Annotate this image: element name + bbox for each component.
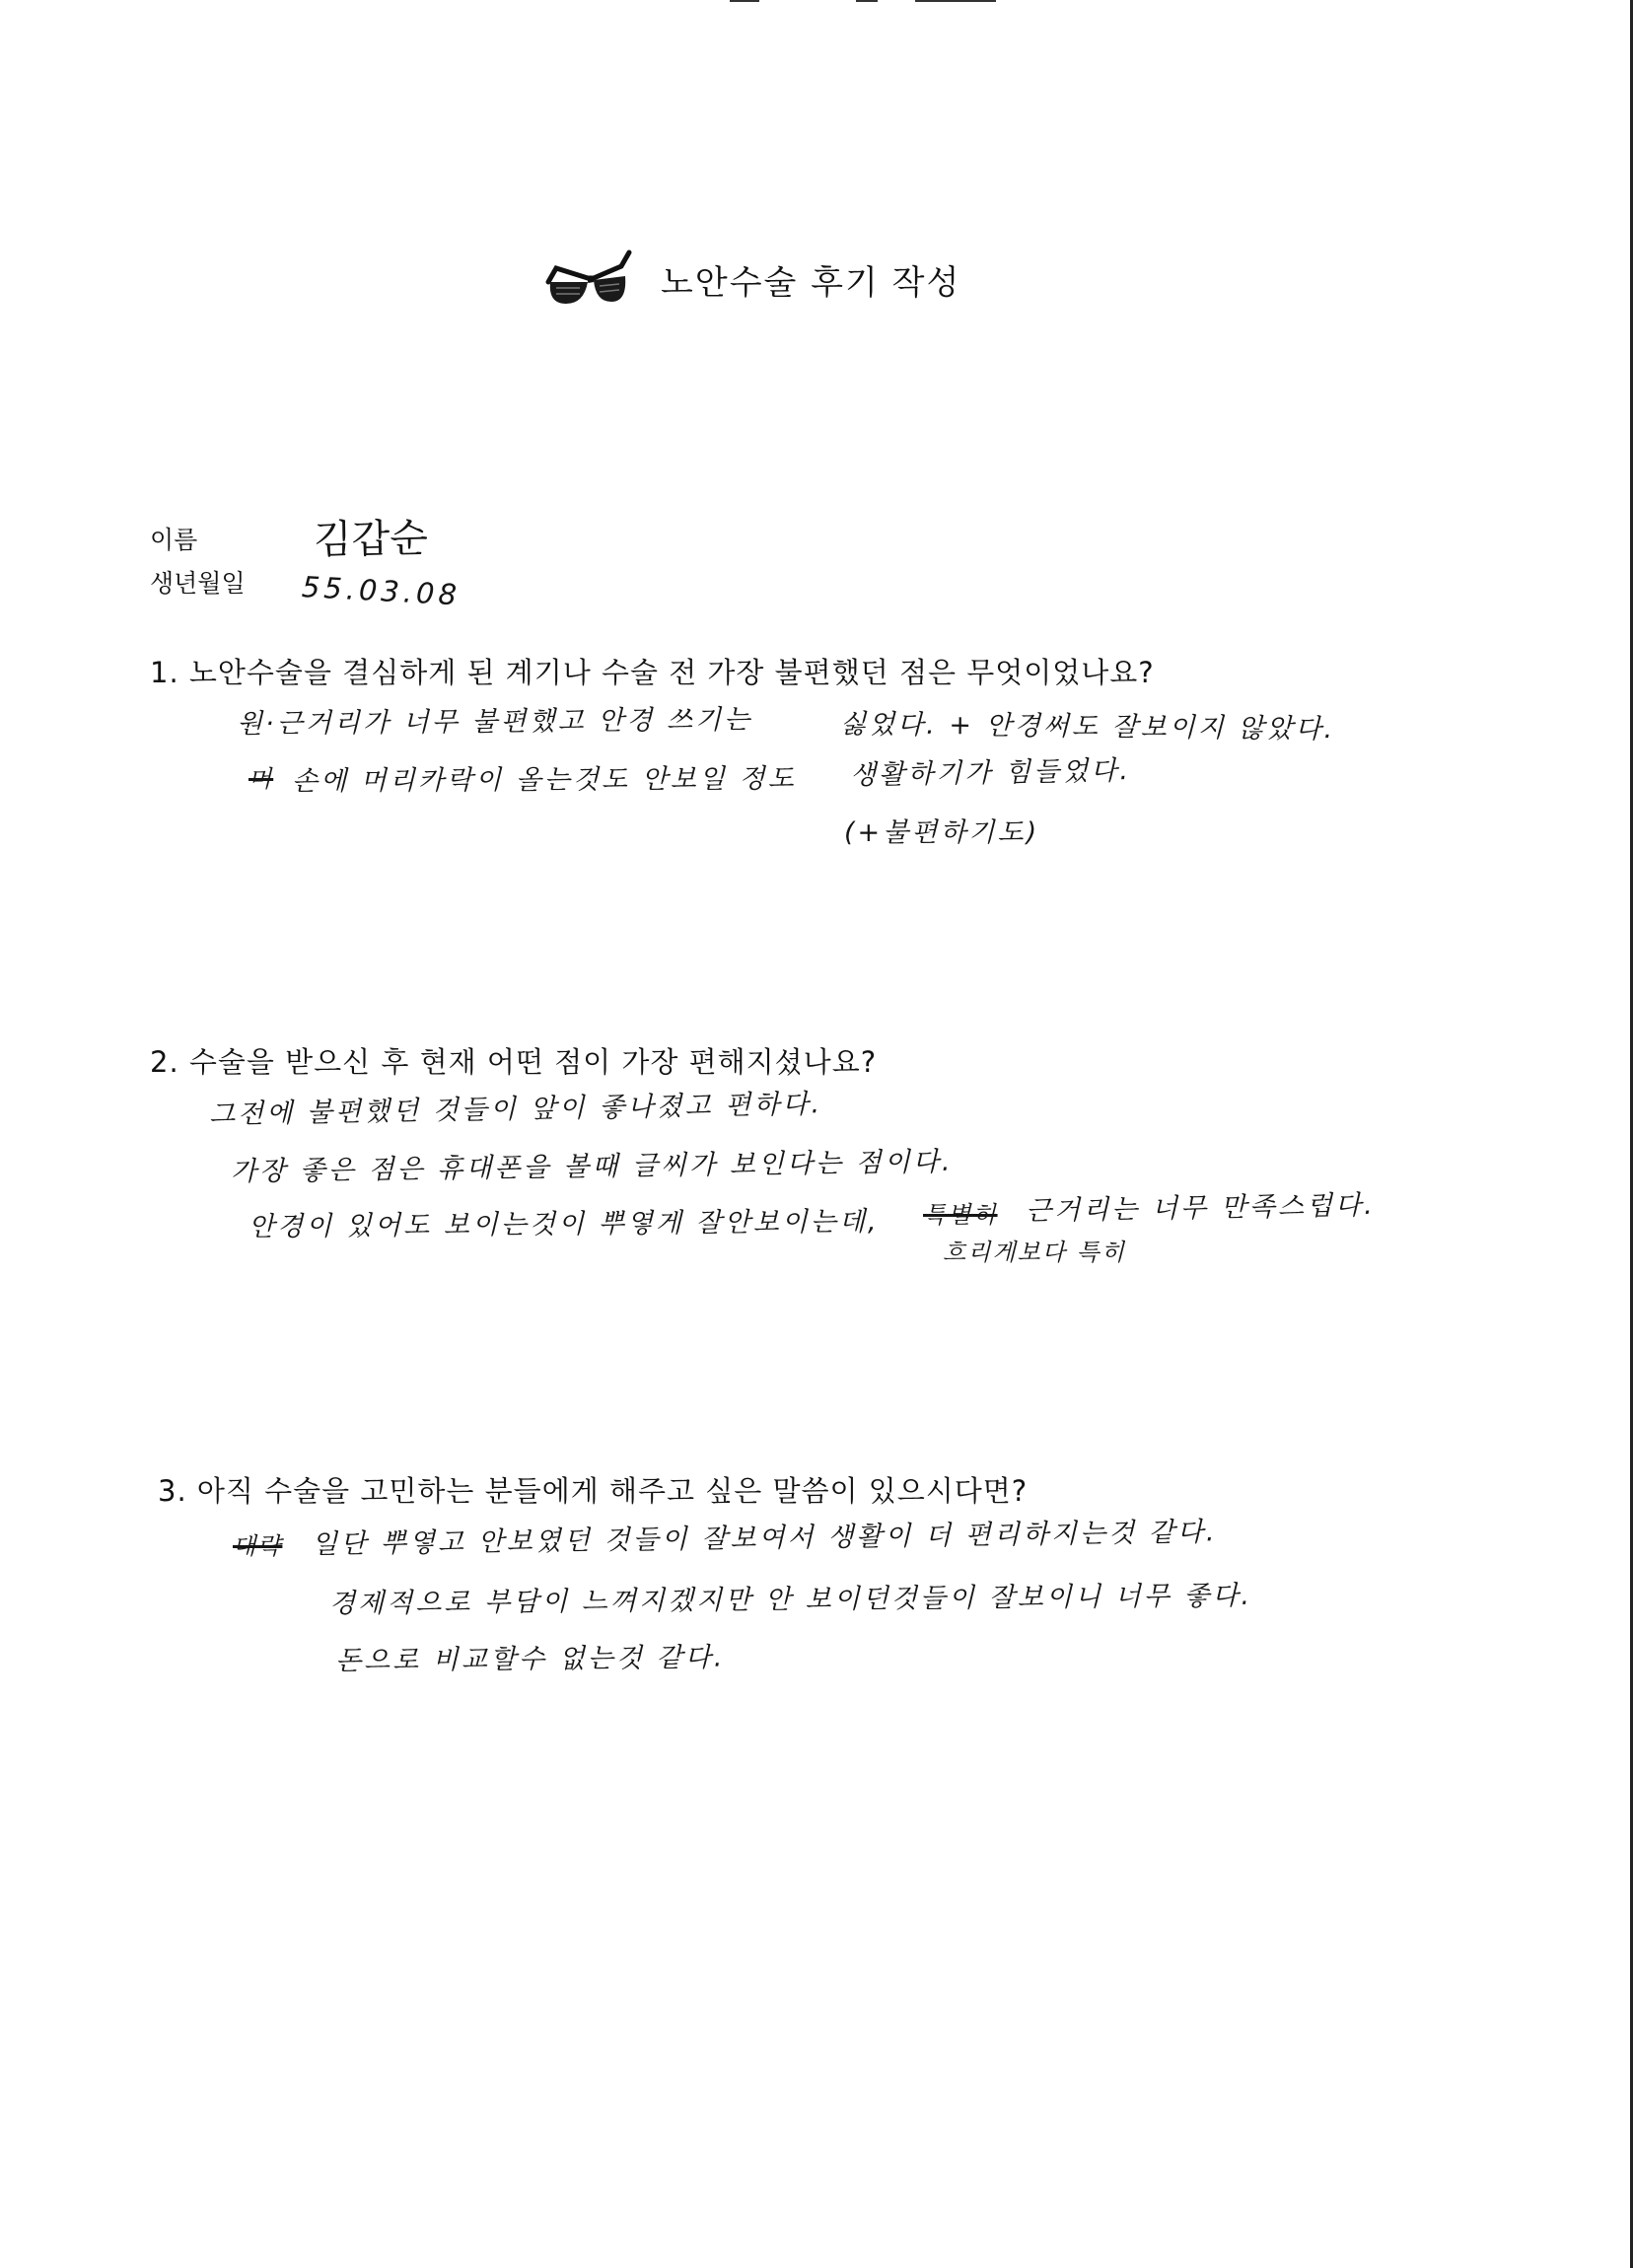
glasses-icon (544, 248, 633, 310)
answer-1-line-2a: 손에 머리카락이 올는것도 안보일 정도 (291, 763, 797, 797)
question-3: 3. 아직 수술을 고민하는 분들에게 해주고 싶은 말씀이 있으시다면? (158, 1474, 1029, 1508)
answer-3-line-3: 돈으로 비교할수 없는것 같다. (334, 1642, 726, 1676)
answer-3-line-1: 일단 뿌옇고 안보였던 것들이 잘보여서 생활이 더 편리하지는것 같다. (311, 1517, 1218, 1560)
answer-3-line-2: 경제적으로 부담이 느껴지겠지만 안 보이던것들이 잘보이니 너무 좋다. (328, 1580, 1253, 1619)
answer-3-struck-word: 대략 (233, 1532, 283, 1560)
answer-2-struck-word: 특별히 (923, 1201, 998, 1229)
answer-1-line-1b: 싫었다. + 안경써도 잘보이지 않았다. (839, 709, 1336, 745)
scan-mark (730, 0, 759, 2)
form-title-row (544, 245, 960, 314)
answer-2-line-4: 흐리게보다 특히 (943, 1239, 1126, 1266)
answer-1-line-2b: 생활하기가 힘들었다. (849, 755, 1132, 791)
birth-value: 55.03.08 (301, 570, 462, 612)
question-1: 1. 노안수술을 결심하게 된 계기나 수술 전 가장 불편했던 점은 무엇이었나요? (150, 656, 1155, 689)
name-value: 김갑순 (313, 515, 429, 563)
answer-2-line-1: 그전에 불편했던 것들이 앞이 좋나졌고 편하다. (208, 1089, 823, 1130)
answer-2-line-3a: 안경이 있어도 보이는것이 뿌옇게 잘안보이는데, (248, 1206, 880, 1242)
page-title: 노안수술 후기 작성 (661, 262, 961, 303)
name-label: 이름 (150, 526, 198, 554)
answer-2-line-3b: 근거리는 너무 만족스럽다. (1025, 1189, 1376, 1227)
question-2: 2. 수술을 받으신 후 현재 어떤 점이 가장 편해지셨나요? (150, 1045, 878, 1079)
answer-2-line-2: 가장 좋은 점은 휴대폰을 볼때 글씨가 보인다는 점이다. (230, 1146, 954, 1187)
answer-1-line-3: (+불편하기도) (844, 817, 1040, 848)
answer-1-line-1a: 원·근거리가 너무 불편했고 안경 쓰기는 (236, 704, 753, 740)
scan-mark (915, 0, 996, 2)
scan-mark (856, 0, 878, 2)
answer-1-struck-word: 머 (248, 765, 274, 793)
birth-label: 생년월일 (150, 569, 246, 598)
